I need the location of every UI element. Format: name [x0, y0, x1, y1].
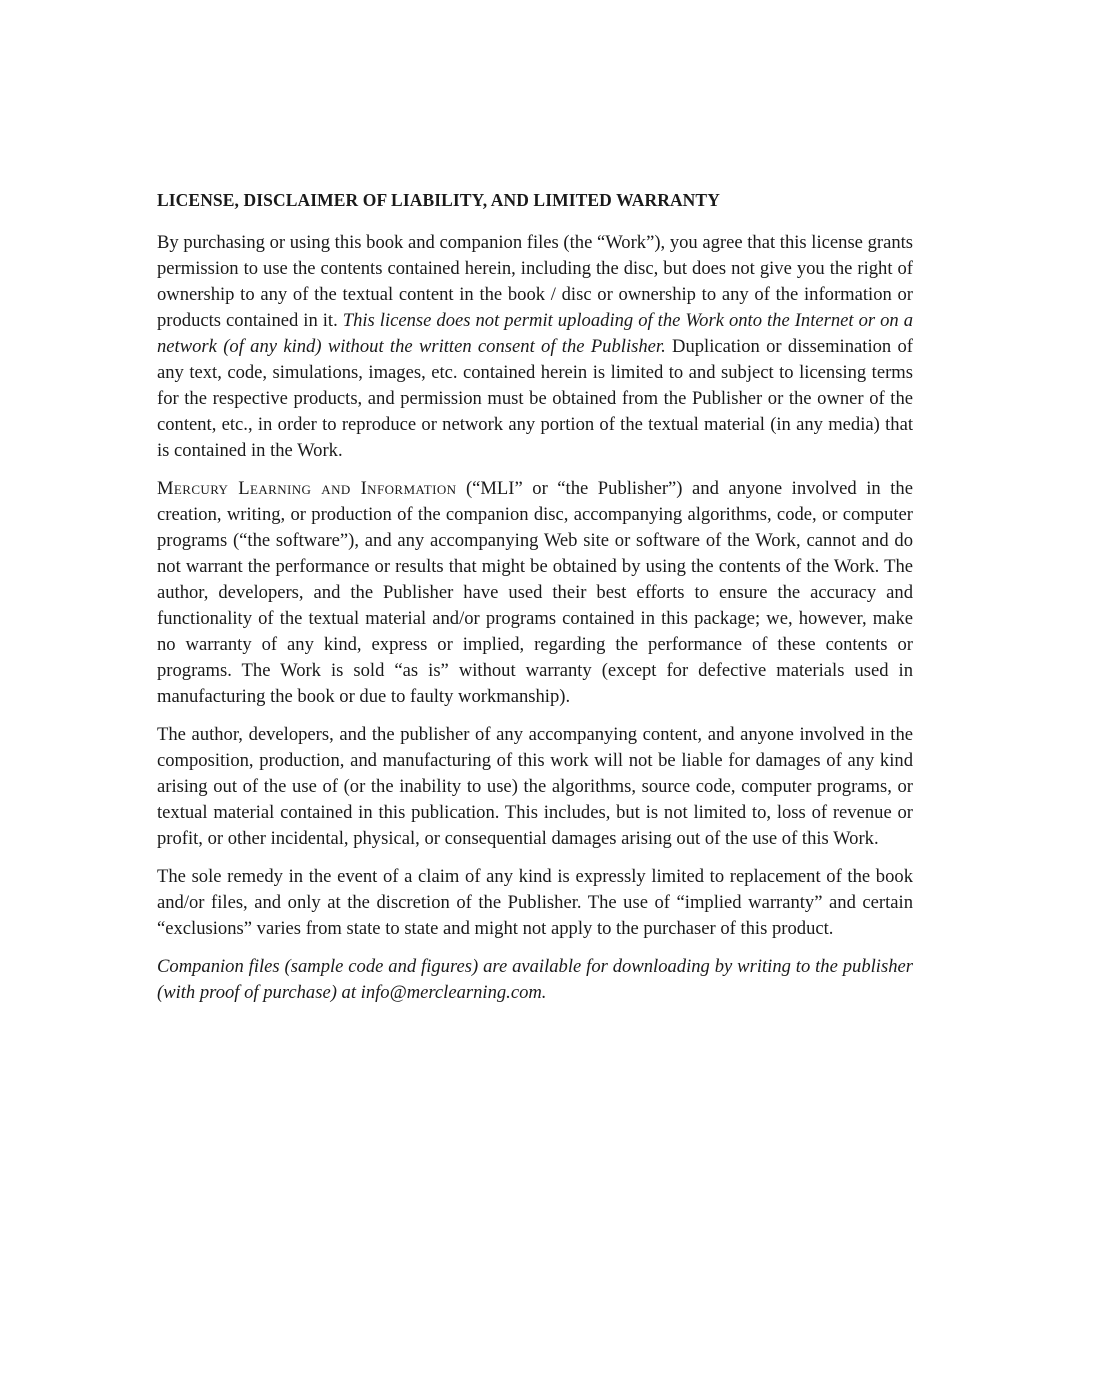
warranty-text: (“MLI” or “the Publisher”) and anyone involved in the creation, writing, or production of the companion disc, accompanying algorithms, code, or computer programs (“the software”), and any accompanying Web site or software of the Work, cannot and do not warrant the performance or results that might be obtained by using the contents of the Work. The author, developers, and the Publisher have used their best efforts to ensure the accuracy and functionality of the textual material and/or programs contained in this package; we, however, make no warranty of any kind, express or implied, regarding the performance of these contents or programs. The Work is sold “as is” without warranty (except for defective materials used in manufacturing the book or due to faulty workmanship).	[157, 478, 913, 707]
liability-paragraph: The author, developers, and the publisher of any accompanying content, and anyone involved in the composition, production, and manufacturing of this work will not be liable for damages of any kind arising out of the use of (or the inability to use) the algorithms, source code, computer programs, or textual material contained in this publication. This includes, but is not limited to, loss of revenue or profit, or other incidental, physical, or consequential damages arising out of the use of this Work.	[157, 724, 913, 849]
page-title: LICENSE, DISCLAIMER OF LIABILITY, AND LIMITED WARRANTY	[157, 190, 720, 210]
companion-files-text: Companion files (sample code and figures) are available for downloading by writing to the publisher (with proof of purchase) at info@merclearning.com.	[157, 956, 913, 1003]
license-page	[157, 186, 913, 1018]
companion-files-note	[157, 954, 913, 1006]
license-text-restriction: This license does not permit uploading of the Work onto the Internet or on a network (of any kind) without the written consent of the Publisher.	[157, 310, 913, 357]
remedy-paragraph: The sole remedy in the event of a claim of any kind is expressly limited to replacement of the book and/or files, and only at the discretion of the Publisher. The use of “implied warranty” and certain “exclusions” varies from state to state and might not apply to the purchaser of this product.	[157, 866, 913, 939]
publisher-name: Mercury Learning and Information	[157, 478, 457, 499]
warranty-paragraph	[157, 476, 913, 710]
license-text-duplication: Duplication or dissemination of any text, code, simulations, images, etc. contained herein is limited to and subject to licensing terms for the respective products, and permission must be obtained from the Publisher or the owner of the content, etc., in order to reproduce or network any portion of the textual material (in any media) that is contained in the Work.	[157, 336, 913, 461]
license-text-intro: By purchasing or using this book and companion files (the “Work”), you agree that this license grants permission to use the contents contained herein, including the disc, but does not give you the right of ownership to any of the textual content in the book / disc or ownership to any of the information or products contained in it.	[157, 232, 914, 331]
license-paragraph	[157, 230, 913, 464]
